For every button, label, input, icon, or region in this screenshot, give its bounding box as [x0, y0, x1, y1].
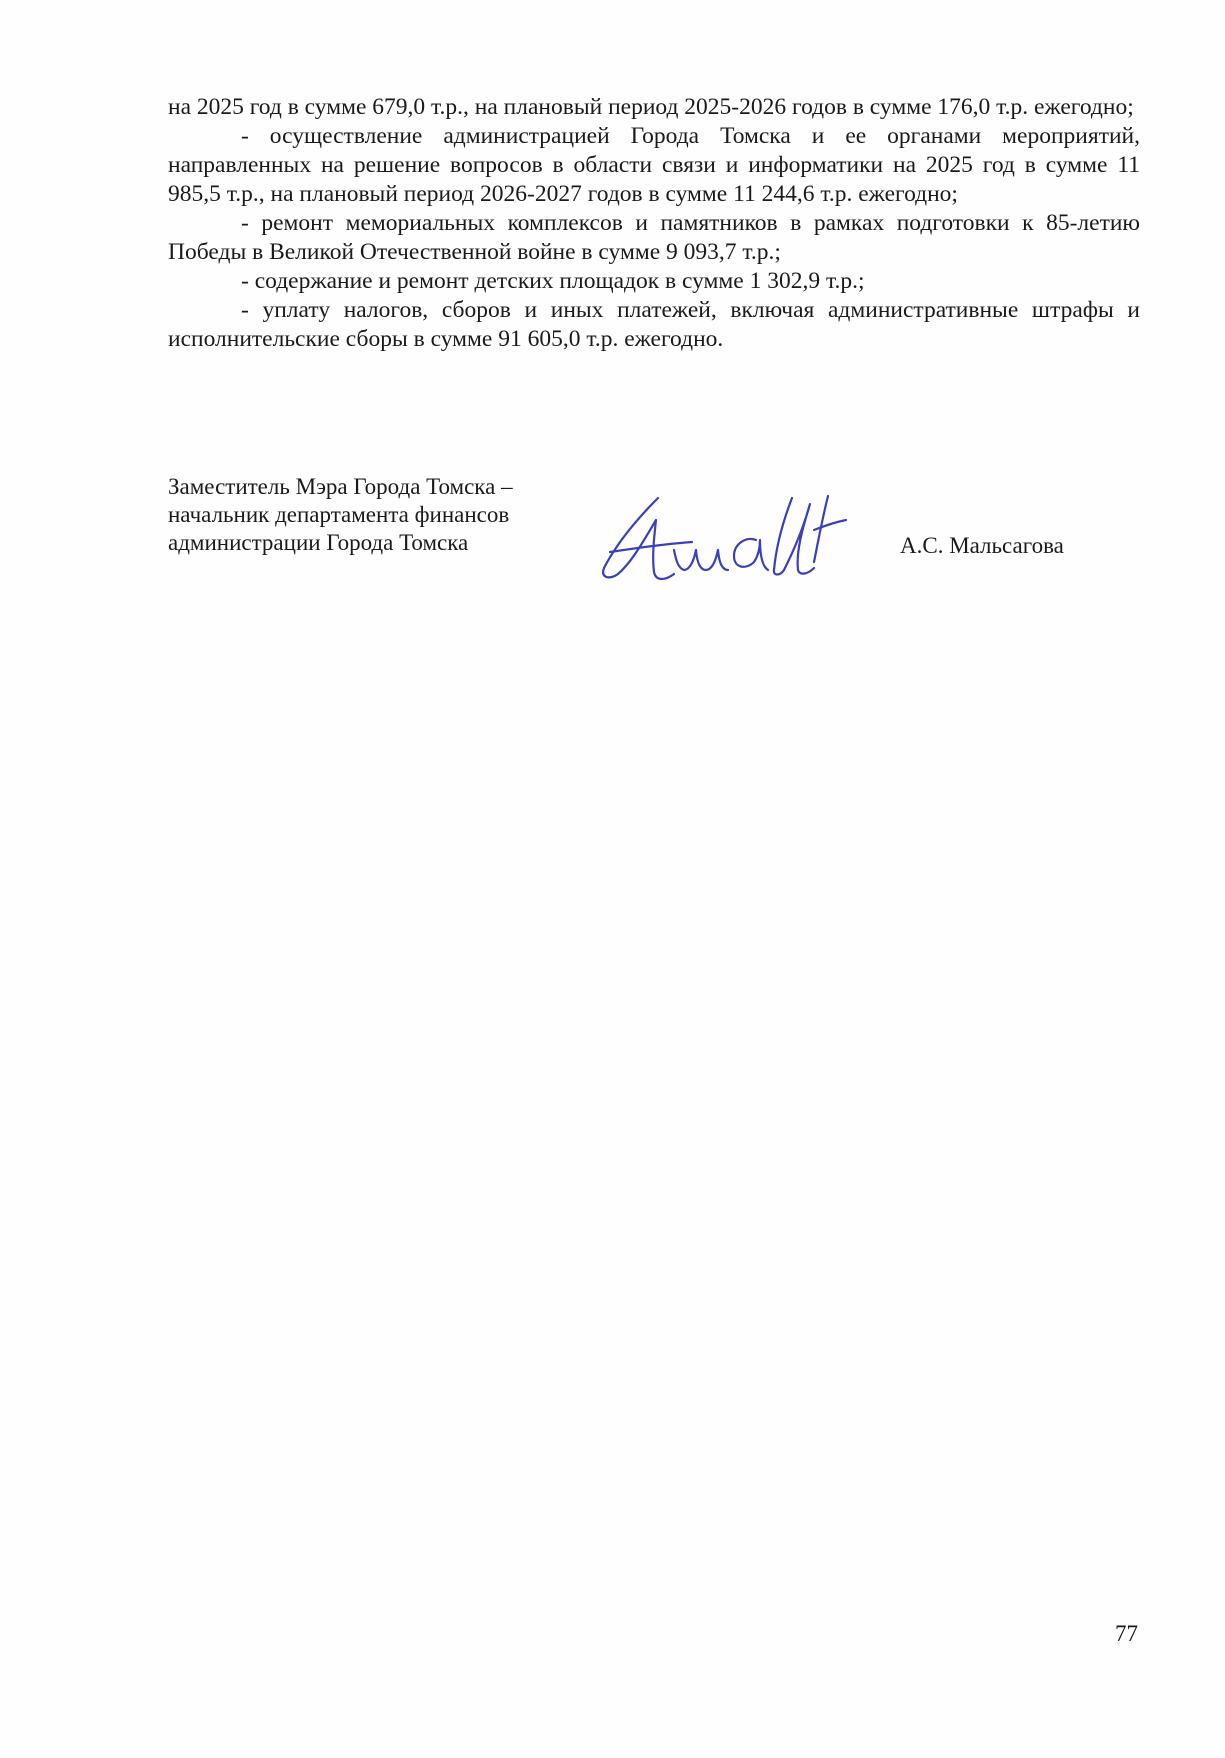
- document-body: [168, 93, 1140, 354]
- paragraph-taxes: - уплату налогов, сборов и иных платежей, включая административные штрафы и исполнительские сборы в сумме 91 605,0 т.р. ежегодно.: [168, 297, 1140, 352]
- signatory-title-line: Заместитель Мэра Города Томска –: [168, 474, 513, 499]
- signatory-name: А.С. Мальсагова: [900, 533, 1064, 558]
- paragraph-memorials: - ремонт мемориальных комплексов и памятников в рамках подготовки к 85-летию Победы в Великой Отечественной войне в сумме 9 093,7 т.р.;: [168, 210, 1140, 265]
- paragraph-playgrounds: - содержание и ремонт детских площадок в сумме 1 302,9 т.р.;: [241, 268, 865, 294]
- signatory-title-line: начальник департамента финансов: [168, 502, 510, 527]
- paragraph-communications: - осуществление администрацией Города Томска и ее органами мероприятий, направленных на решение вопросов в области связи и информатики на 2025 год в сумме 11 985,5 т.р., на плановый период 2026-2027 годов в сумме 11 244,6 т.р. ежегодно;: [168, 123, 1140, 207]
- paragraph-continuation: на 2025 год в сумме 679,0 т.р., на плановый период 2025-2026 годов в сумме 176,0 т.р. ежегодно;: [168, 94, 1134, 120]
- page-number: 77: [1115, 1621, 1138, 1646]
- signatory-title: [168, 473, 513, 557]
- signatory-title-line: администрации Города Томска: [168, 530, 469, 555]
- handwritten-signature: [596, 490, 866, 590]
